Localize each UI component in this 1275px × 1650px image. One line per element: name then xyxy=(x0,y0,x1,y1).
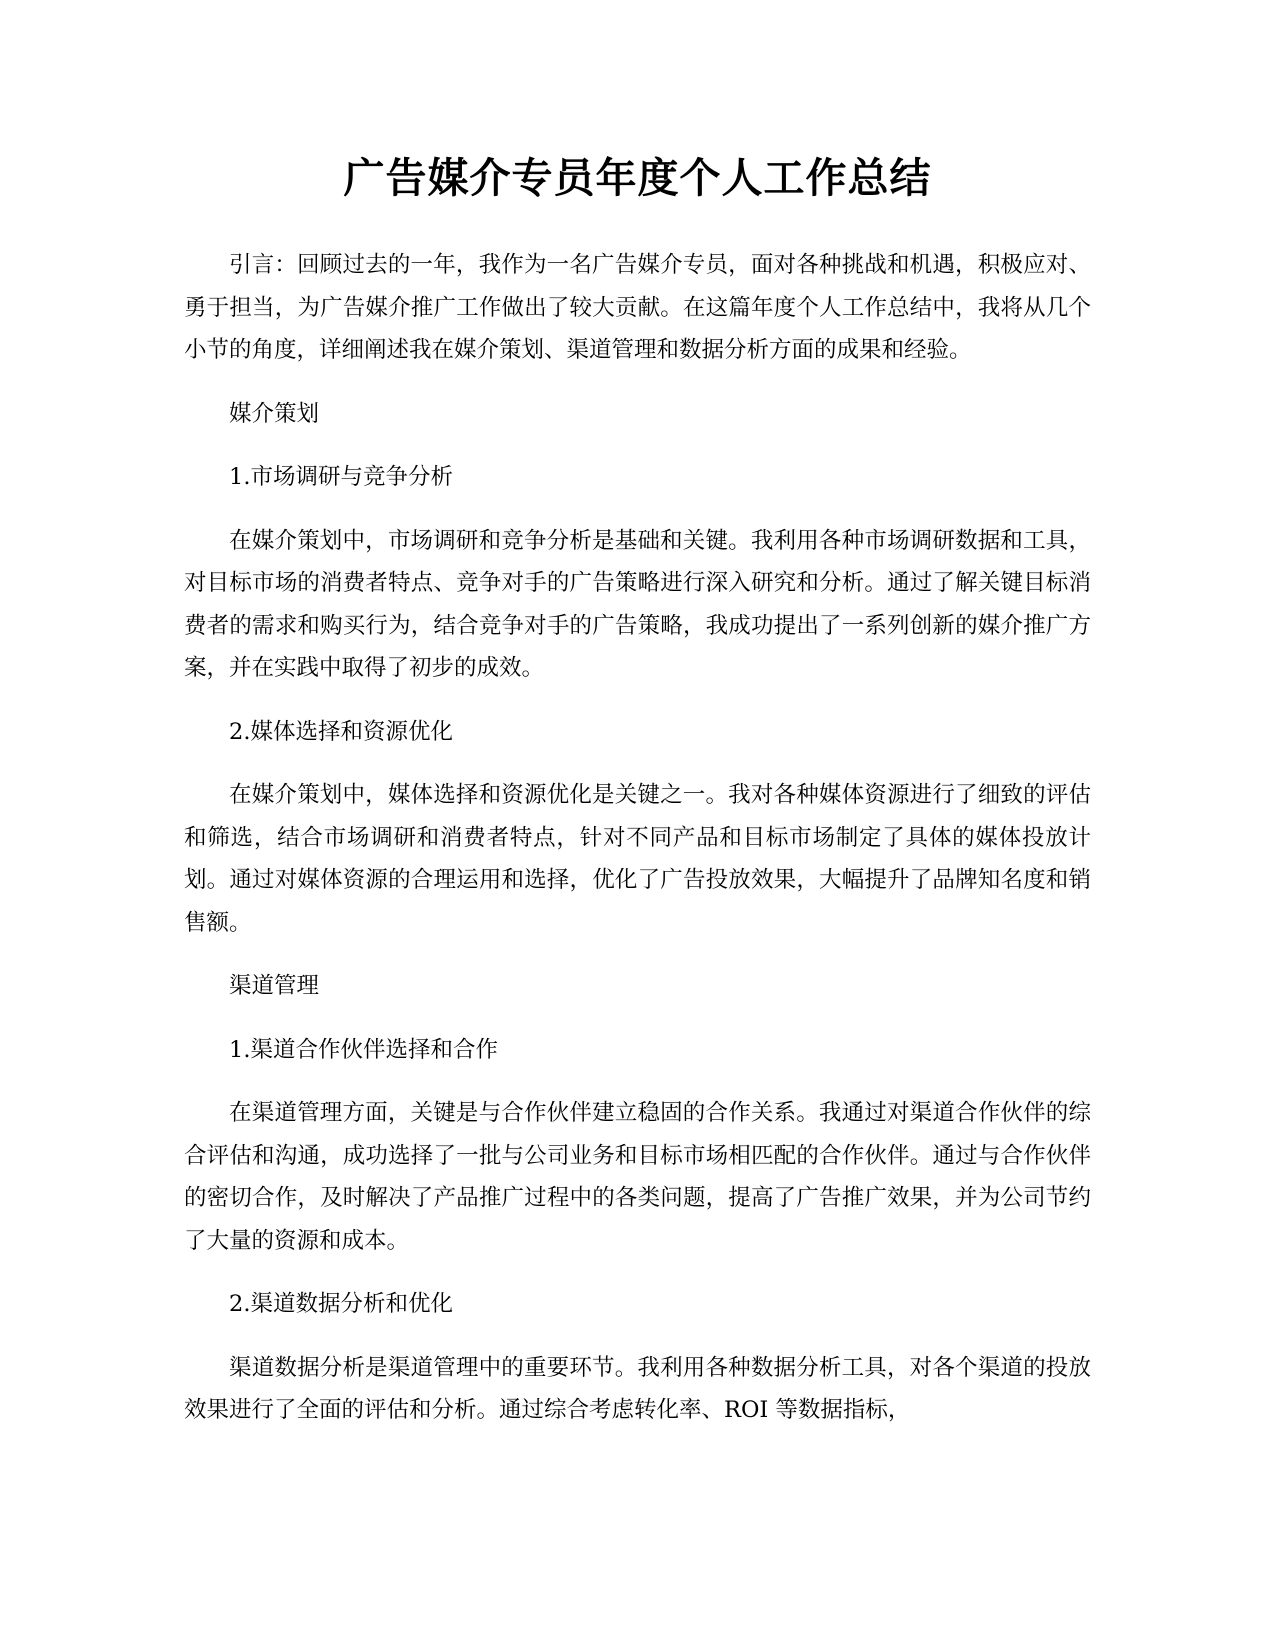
section-heading-media-planning: 媒介策划 xyxy=(229,400,320,427)
intro-paragraph: 引言：回顾过去的一年，我作为一名广告媒介专员，面对各种挑战和机遇，积极应对、勇于担当，为广告媒介推广工作做出了较大贡献。在这篇年度个人工作总结中，我将从几个小节的角度，详细阐述我在媒介策划、渠道管理和数据分析方面的成果和经验。 xyxy=(184,252,1091,363)
paragraph-channel-partners: 在渠道管理方面，关键是与合作伙伴建立稳固的合作关系。我通过对渠道合作伙伴的综合评估和沟通，成功选择了一批与公司业务和目标市场相匹配的合作伙伴。通过与合作伙伴的密切合作，及时解决了产品推广过程中的各类问题，提高了广告推广效果，并为公司节约了大量的资源和成本。 xyxy=(184,1100,1091,1254)
document-body xyxy=(184,244,1091,1453)
paragraph-channel-data: 渠道数据分析是渠道管理中的重要环节。我利用各种数据分析工具，对各个渠道的投放效果进行了全面的评估和分析。通过综合考虑转化率、ROI 等数据指标， xyxy=(184,1354,1091,1423)
subsection-heading-channel-partners: 1.渠道合作伙伴选择和合作 xyxy=(229,1036,498,1063)
paragraph-media-selection: 在媒介策划中，媒体选择和资源优化是关键之一。我对各种媒体资源进行了细致的评估和筛选，结合市场调研和消费者特点，针对不同产品和目标市场制定了具体的媒体投放计划。通过对媒体资源的合理运用和选择，优化了广告投放效果，大幅提升了品牌知名度和销售额。 xyxy=(184,782,1091,936)
subsection-heading-market-research: 1.市场调研与竞争分析 xyxy=(229,464,453,490)
paragraph-market-research: 在媒介策划中，市场调研和竞争分析是基础和关键。我利用各种市场调研数据和工具，对目标市场的消费者特点、竞争对手的广告策略进行深入研究和分析。通过了解关键目标消费者的需求和购买行为，结合竞争对手的广告策略，我成功提出了一系列创新的媒介推广方案，并在实践中取得了初步的成效。 xyxy=(184,527,1091,681)
section-heading-channel-management: 渠道管理 xyxy=(229,973,320,999)
subsection-heading-media-selection: 2.媒体选择和资源优化 xyxy=(229,718,453,745)
subsection-heading-channel-data: 2.渠道数据分析和优化 xyxy=(229,1291,453,1317)
document-title: 广告媒介专员年度个人工作总结 xyxy=(343,154,932,202)
